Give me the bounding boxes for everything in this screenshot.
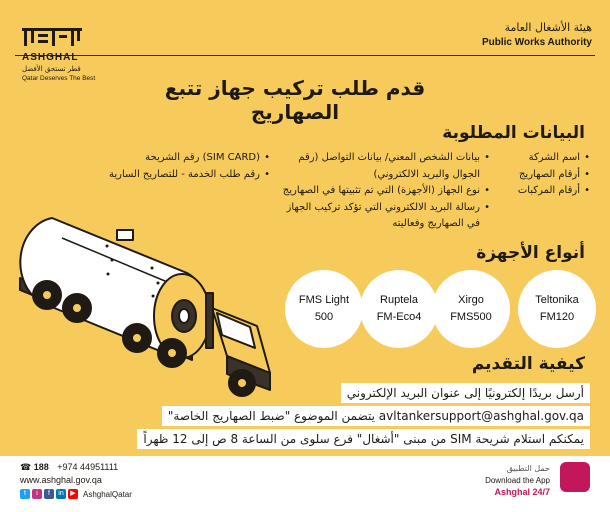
device-name: Xirgo [458, 294, 484, 306]
social-handle: AshghalQatar [83, 489, 132, 499]
device-model: FMS500 [450, 311, 492, 323]
download-app-english: Download the App [485, 476, 550, 485]
device-model: FM-Eco4 [376, 311, 422, 323]
device-model: FM120 [539, 311, 575, 323]
phone-number: +974 44951111 [57, 462, 119, 472]
required-list-1 [475, 150, 590, 200]
download-app-arabic: حمل التطبيق [506, 464, 550, 473]
slogan-english: Qatar Deserves The Best [22, 75, 96, 82]
hotline-number: 188 [33, 462, 49, 472]
authority-name-arabic: هيئة الأشغال العامة [504, 21, 592, 34]
slogan-arabic: قطر تستحق الأفضل [22, 65, 81, 73]
how-to-apply-heading: كيفية التقديم [471, 354, 585, 374]
list-item: • أرقام الصهاريج [475, 167, 590, 184]
device-teltonika [518, 270, 596, 348]
required-list-3 [95, 150, 270, 183]
tanker-truck-illustration [12, 198, 282, 403]
device-xirgo [432, 270, 510, 348]
device-types-heading: أنواع الأجهزة [476, 243, 585, 263]
ashghal-app-icon[interactable] [560, 462, 590, 492]
list-item: • (SIM CARD) رقم الشريحة [95, 150, 270, 167]
device-name: Ruptela [380, 294, 418, 306]
website-link[interactable]: www.ashghal.gov.qa [20, 475, 102, 485]
app-name: Ashghal 24/7 [494, 487, 550, 497]
linkedin-icon[interactable]: in [56, 489, 66, 499]
list-item: • نوع الجهاز (الأجهزة) التي تم تثبيتها في الصهاريج [275, 183, 490, 200]
page-title: قدم طلب تركيب جهاز تتبع الصهاريج [164, 76, 426, 124]
device-ruptela [360, 270, 438, 348]
list-item: • اسم الشركة [475, 150, 590, 167]
required-list-2 [275, 150, 490, 233]
apply-instruction-3: يمكنكم استلام شريحة SIM من مبنى "أشغال" فرع سلوى من الساعة 8 ص إلى 12 ظهراً [137, 429, 590, 449]
youtube-icon[interactable]: ▶ [68, 489, 78, 499]
list-item: • أرقام المركبات [475, 183, 590, 200]
device-name: FMS Light [298, 294, 350, 306]
ashghal-logo-mark [22, 26, 82, 48]
facebook-icon[interactable]: f [44, 489, 54, 499]
phone-icon: ☎ [20, 462, 32, 472]
apply-instruction-2: avltankersupport@ashghal.gov.qa يتضمن الموضوع "ضبط الصهاريج الخاصة" [162, 406, 590, 426]
device-fms-light [285, 270, 363, 348]
list-item: • بيانات الشخص المعني/ بيانات التواصل (رقم الجوال والبريد الالكتروني) [275, 150, 490, 183]
contact-phones [20, 462, 118, 473]
device-name: Teltonika [535, 294, 579, 306]
list-item: • رسالة البريد الالكتروني التي تؤكد تركيب الجهاز في الصهاريج وفعاليته [275, 200, 490, 233]
twitter-icon[interactable]: t [20, 489, 30, 499]
required-data-heading: البيانات المطلوبة [442, 123, 585, 143]
instagram-icon[interactable]: i [32, 489, 42, 499]
header-divider [15, 55, 595, 56]
authority-name-english: Public Works Authority [481, 37, 592, 48]
device-model: 500 [314, 311, 334, 323]
social-icons [20, 489, 132, 499]
apply-instruction-1: أرسل بريدًا إلكترونيًا إلى عنوان البريد الإلكتروني [341, 383, 590, 403]
list-item: • رقم طلب الخدمة - للتصاريح السارية [95, 167, 270, 184]
logo-wordmark: ASHGHAL [22, 52, 79, 63]
